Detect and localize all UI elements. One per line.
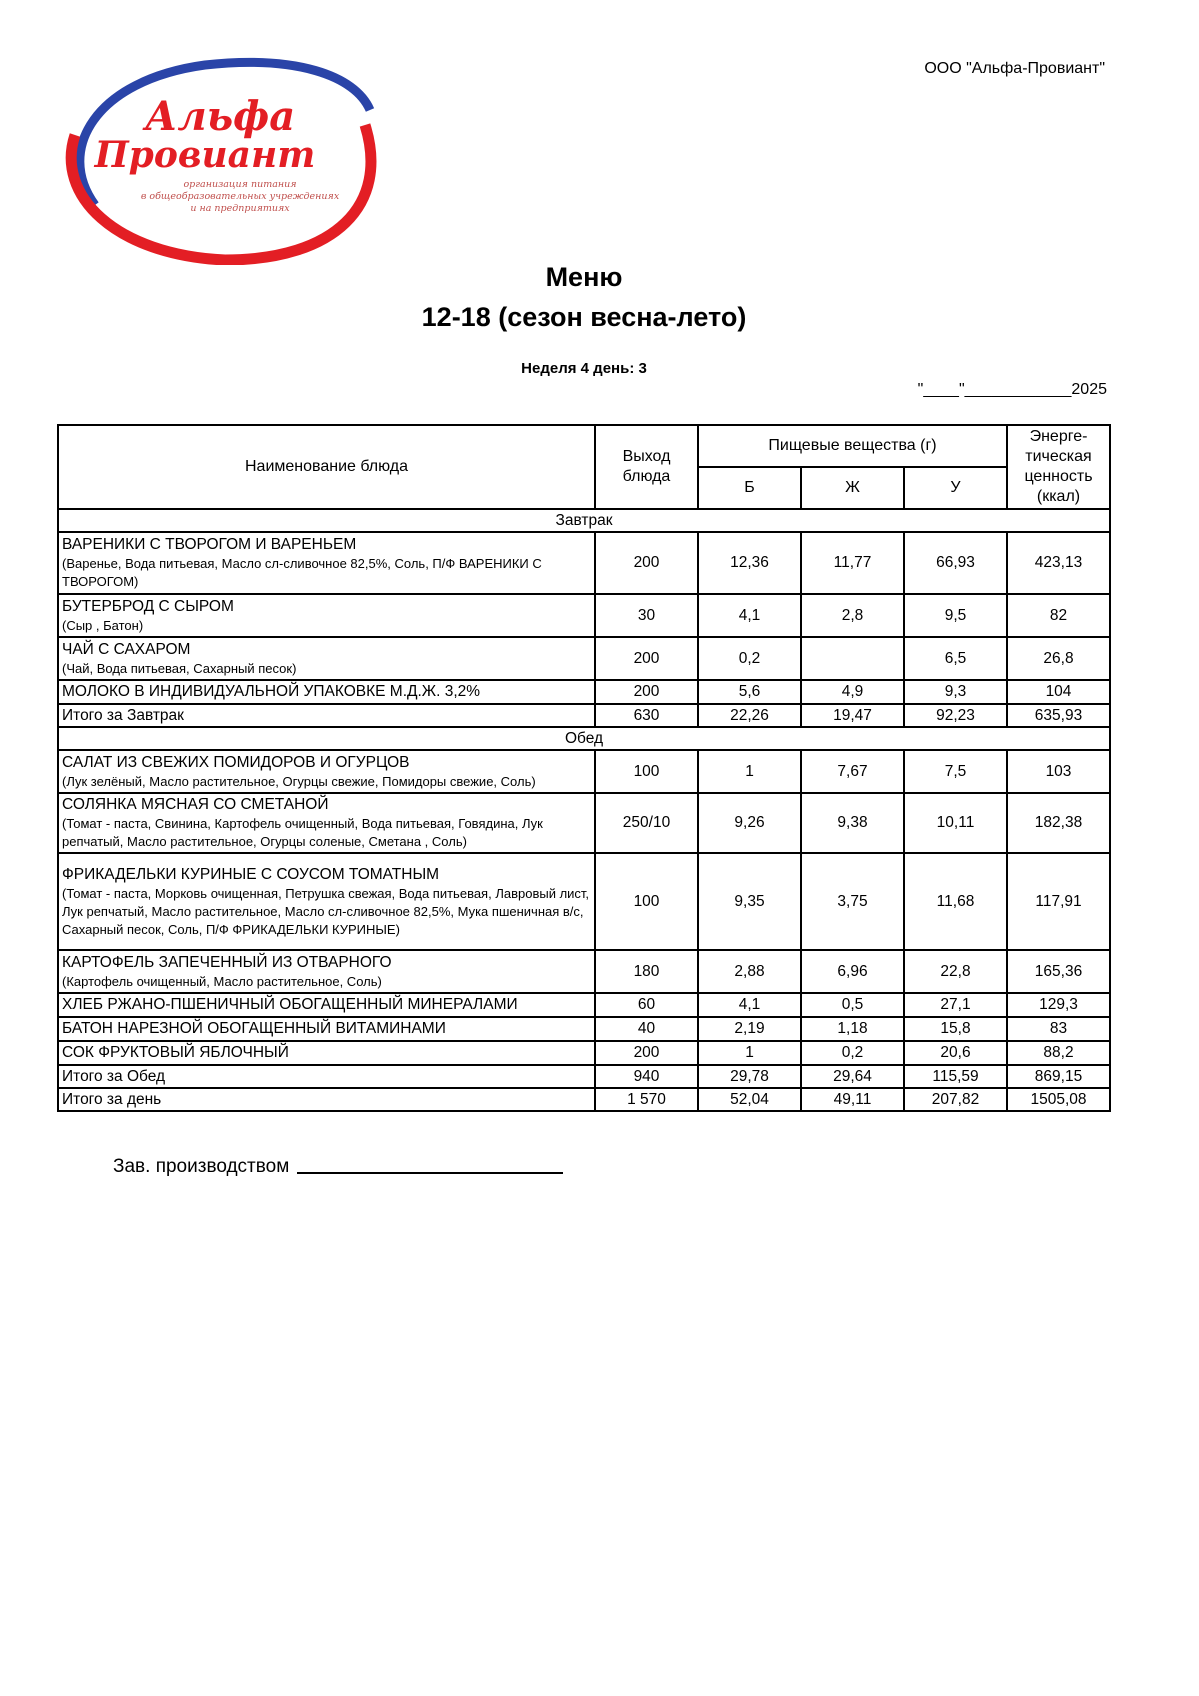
dish-cell xyxy=(58,532,595,594)
dish-name: САЛАТ ИЗ СВЕЖИХ ПОМИДОРОВ И ОГУРЦОВ xyxy=(62,753,410,771)
dish-cell xyxy=(58,793,595,853)
col-header-b: Б xyxy=(698,467,801,509)
section-row xyxy=(58,509,1110,532)
protein-cell: 0,2 xyxy=(698,637,801,680)
yield-cell: 200 xyxy=(595,1041,698,1065)
fat-cell: 0,2 xyxy=(801,1041,904,1065)
dish-name: ХЛЕБ РЖАНО-ПШЕНИЧНЫЙ ОБОГАЩЕННЫЙ МИНЕРАЛАМИ xyxy=(62,996,518,1013)
fat-cell: 4,9 xyxy=(801,680,904,704)
col-header-energy: Энерге-тическая ценность (ккал) xyxy=(1007,425,1110,509)
total-energy: 635,93 xyxy=(1007,704,1110,727)
dish-name: БАТОН НАРЕЗНОЙ ОБОГАЩЕННЫЙ ВИТАМИНАМИ xyxy=(62,1020,446,1037)
carb-cell: 66,93 xyxy=(904,532,1007,594)
col-header-u: У xyxy=(904,467,1007,509)
dish-row xyxy=(58,853,1110,950)
col-header-yield: Выход блюда xyxy=(595,425,698,509)
dish-name: МОЛОКО В ИНДИВИДУАЛЬНОЙ УПАКОВКЕ М.Д.Ж. 3,2% xyxy=(62,683,481,700)
fat-cell: 1,18 xyxy=(801,1017,904,1041)
total-yield: 630 xyxy=(595,704,698,727)
dish-cell xyxy=(58,950,595,993)
energy-cell: 26,8 xyxy=(1007,637,1110,680)
fat-cell: 3,75 xyxy=(801,853,904,950)
total-protein: 22,26 xyxy=(698,704,801,727)
logo-line2: Провиант xyxy=(94,134,316,176)
fat-cell xyxy=(801,637,904,680)
dish-name: БУТЕРБРОД С СЫРОМ xyxy=(62,597,234,615)
logo-sub1: организация питания xyxy=(183,179,297,190)
logo-line1: Альфа xyxy=(144,93,296,140)
page-title: Меню xyxy=(545,262,623,292)
carb-cell: 22,8 xyxy=(904,950,1007,993)
dish-cell xyxy=(58,1041,595,1065)
week-day: Неделя 4 день: 3 xyxy=(521,360,647,377)
total-fat: 29,64 xyxy=(801,1065,904,1088)
total-label: Итого за день xyxy=(58,1088,595,1111)
total-carb: 115,59 xyxy=(904,1065,1007,1088)
section-title: Обед xyxy=(58,727,1110,750)
total-label: Итого за Завтрак xyxy=(58,704,595,727)
energy-cell: 117,91 xyxy=(1007,853,1110,950)
fat-cell: 2,8 xyxy=(801,594,904,637)
protein-cell: 2,19 xyxy=(698,1017,801,1041)
dish-ingredients: (Чай, Вода питьевая, Сахарный песок) xyxy=(62,660,297,676)
energy-cell: 182,38 xyxy=(1007,793,1110,853)
signature-line xyxy=(297,1152,563,1174)
dish-name: ФРИКАДЕЛЬКИ КУРИНЫЕ С СОУСОМ ТОМАТНЫМ xyxy=(62,865,440,883)
yield-cell: 180 xyxy=(595,950,698,993)
dish-row xyxy=(58,594,1110,637)
total-protein: 29,78 xyxy=(698,1065,801,1088)
yield-cell: 40 xyxy=(595,1017,698,1041)
energy-cell: 88,2 xyxy=(1007,1041,1110,1065)
yield-cell: 200 xyxy=(595,532,698,594)
carb-cell: 20,6 xyxy=(904,1041,1007,1065)
energy-cell: 82 xyxy=(1007,594,1110,637)
dish-cell xyxy=(58,637,595,680)
dish-row xyxy=(58,793,1110,853)
total-yield: 940 xyxy=(595,1065,698,1088)
dish-ingredients: (Картофель очищенный, Масло растительное, Соль) xyxy=(62,973,382,989)
total-protein: 52,04 xyxy=(698,1088,801,1111)
energy-cell: 83 xyxy=(1007,1017,1110,1041)
protein-cell: 9,35 xyxy=(698,853,801,950)
dish-row xyxy=(58,680,1110,704)
dish-row xyxy=(58,750,1110,793)
signature-block xyxy=(113,1152,563,1178)
protein-cell: 5,6 xyxy=(698,680,801,704)
protein-cell: 4,1 xyxy=(698,594,801,637)
yield-cell: 100 xyxy=(595,750,698,793)
col-header-nutrients: Пищевые вещества (г) xyxy=(698,425,1007,467)
fat-cell: 9,38 xyxy=(801,793,904,853)
dish-row xyxy=(58,950,1110,993)
fat-cell: 7,67 xyxy=(801,750,904,793)
energy-cell: 165,36 xyxy=(1007,950,1110,993)
dish-name: СОК ФРУКТОВЫЙ ЯБЛОЧНЫЙ xyxy=(62,1044,289,1061)
signature-label: Зав. производством xyxy=(113,1156,290,1177)
company-name: ООО "Альфа-Провиант" xyxy=(924,60,1105,77)
dish-row xyxy=(58,1041,1110,1065)
protein-cell: 9,26 xyxy=(698,793,801,853)
dish-ingredients: (Сыр , Батон) xyxy=(62,617,144,633)
total-fat: 49,11 xyxy=(801,1088,904,1111)
alfa-proviant-logo xyxy=(55,55,390,265)
dish-cell xyxy=(58,1017,595,1041)
total-row xyxy=(58,704,1110,727)
dish-row xyxy=(58,1017,1110,1041)
dish-name: ВАРЕНИКИ С ТВОРОГОМ И ВАРЕНЬЕМ xyxy=(62,536,357,553)
dish-cell xyxy=(58,594,595,637)
date-line: "____"____________2025 xyxy=(917,381,1107,398)
protein-cell: 4,1 xyxy=(698,993,801,1017)
section-row xyxy=(58,727,1110,750)
protein-cell: 1 xyxy=(698,750,801,793)
total-row xyxy=(58,1088,1110,1111)
dish-ingredients: (Томат - паста, Свинина, Картофель очищенный, Вода питьевая, Говядина, Лук репчатый, Масло растительное, Огурцы соленые, Сметана , Соль) xyxy=(62,816,543,849)
dish-cell xyxy=(58,853,595,950)
page-subtitle: 12-18 (сезон весна-лето) xyxy=(421,302,747,332)
carb-cell: 6,5 xyxy=(904,637,1007,680)
total-carb: 207,82 xyxy=(904,1088,1007,1111)
carb-cell: 10,11 xyxy=(904,793,1007,853)
protein-cell: 2,88 xyxy=(698,950,801,993)
total-yield: 1 570 xyxy=(595,1088,698,1111)
dish-name: КАРТОФЕЛЬ ЗАПЕЧЕННЫЙ ИЗ ОТВАРНОГО xyxy=(62,953,392,971)
dish-ingredients: (Варенье, Вода питьевая, Масло сл-сливочное 82,5%, Соль, П/Ф ВАРЕНИКИ С ТВОРОГОМ) xyxy=(62,556,542,589)
carb-cell: 11,68 xyxy=(904,853,1007,950)
total-label: Итого за Обед xyxy=(58,1065,595,1088)
logo-sub2: в общеобразовательных учреждениях xyxy=(140,191,340,202)
yield-cell: 200 xyxy=(595,637,698,680)
total-energy: 869,15 xyxy=(1007,1065,1110,1088)
dish-ingredients: (Томат - паста, Морковь очищенная, Петрушка свежая, Вода питьевая, Лавровый лист, Лук репчатый, Масло растительное, Масло сл-сливочное 82,5%, Мука пшеничная в/с, Сахарный песок, Соль, П/Ф ФРИКАДЕЛЬКИ КУРИНЫЕ) xyxy=(62,885,590,937)
carb-cell: 27,1 xyxy=(904,993,1007,1017)
total-fat: 19,47 xyxy=(801,704,904,727)
logo-sub3: и на предприятиях xyxy=(190,203,290,214)
yield-cell: 30 xyxy=(595,594,698,637)
yield-cell: 250/10 xyxy=(595,793,698,853)
fat-cell: 11,77 xyxy=(801,532,904,594)
dish-cell xyxy=(58,750,595,793)
energy-cell: 104 xyxy=(1007,680,1110,704)
dish-cell xyxy=(58,680,595,704)
dish-ingredients: (Лук зелёный, Масло растительное, Огурцы свежие, Помидоры свежие, Соль) xyxy=(62,773,536,789)
carb-cell: 9,5 xyxy=(904,594,1007,637)
yield-cell: 60 xyxy=(595,993,698,1017)
section-title: Завтрак xyxy=(58,509,1110,532)
menu-table xyxy=(57,424,1111,1112)
energy-cell: 423,13 xyxy=(1007,532,1110,594)
dish-name: СОЛЯНКА МЯСНАЯ СО СМЕТАНОЙ xyxy=(62,796,329,813)
dish-cell xyxy=(58,993,595,1017)
fat-cell: 0,5 xyxy=(801,993,904,1017)
total-row xyxy=(58,1065,1110,1088)
carb-cell: 9,3 xyxy=(904,680,1007,704)
col-header-name: Наименование блюда xyxy=(58,425,595,509)
carb-cell: 15,8 xyxy=(904,1017,1007,1041)
total-carb: 92,23 xyxy=(904,704,1007,727)
energy-cell: 129,3 xyxy=(1007,993,1110,1017)
protein-cell: 12,36 xyxy=(698,532,801,594)
yield-cell: 100 xyxy=(595,853,698,950)
carb-cell: 7,5 xyxy=(904,750,1007,793)
dish-name: ЧАЙ С САХАРОМ xyxy=(62,640,191,658)
dish-row xyxy=(58,637,1110,680)
col-header-zh: Ж xyxy=(801,467,904,509)
dish-row xyxy=(58,532,1110,594)
protein-cell: 1 xyxy=(698,1041,801,1065)
yield-cell: 200 xyxy=(595,680,698,704)
fat-cell: 6,96 xyxy=(801,950,904,993)
total-energy: 1505,08 xyxy=(1007,1088,1110,1111)
dish-row xyxy=(58,993,1110,1017)
energy-cell: 103 xyxy=(1007,750,1110,793)
